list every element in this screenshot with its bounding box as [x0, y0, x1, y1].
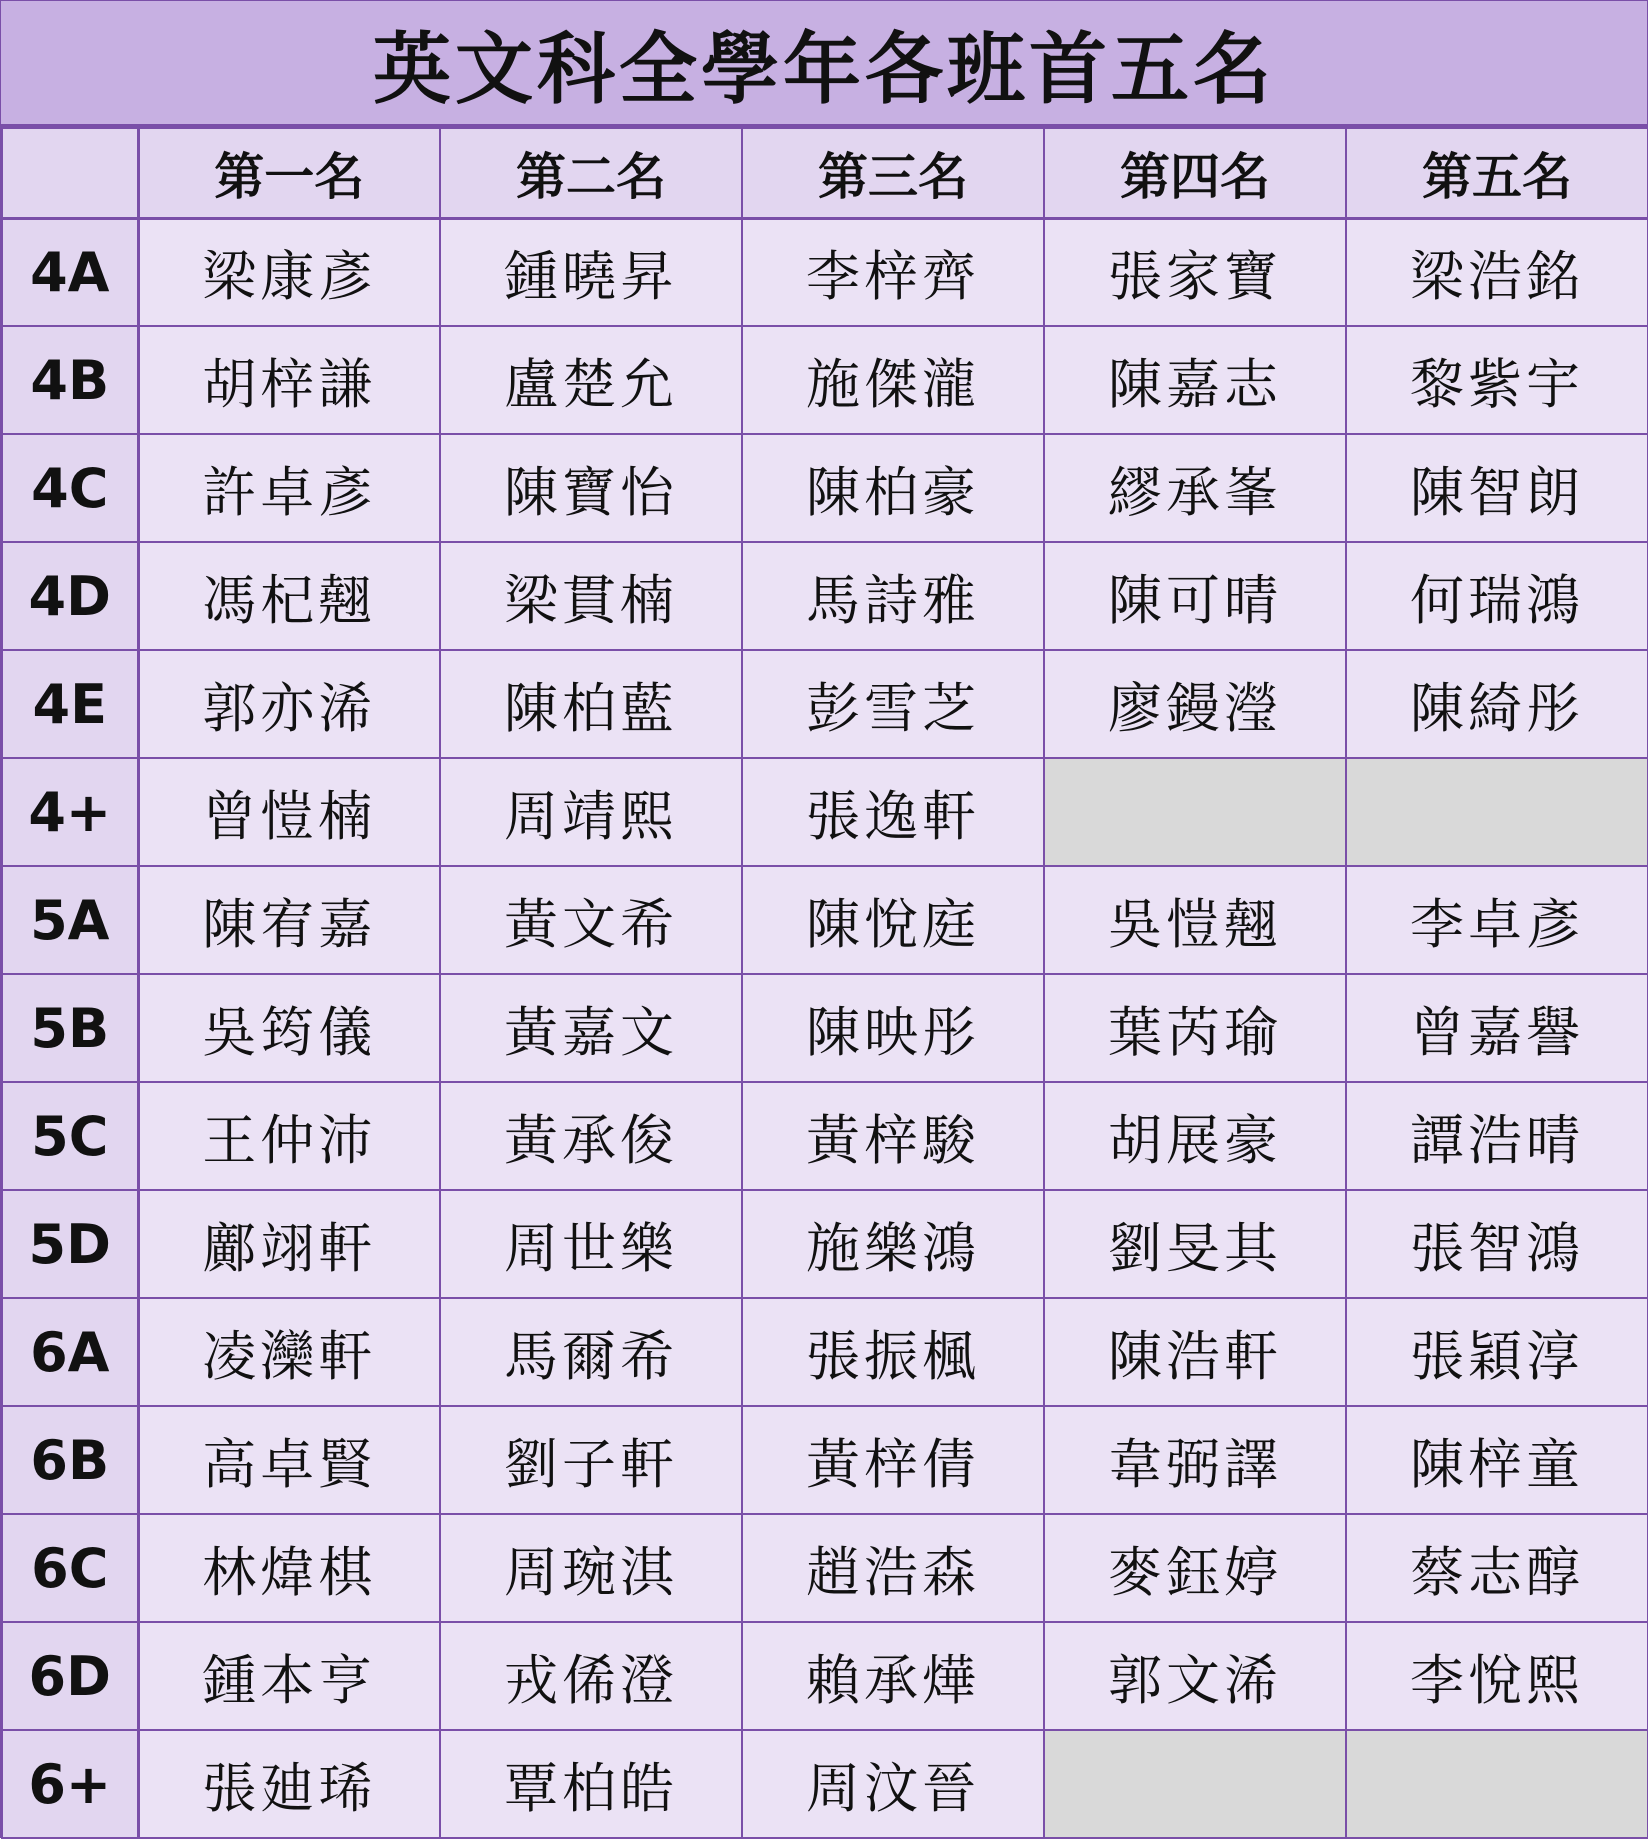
- class-label-cell: 5A: [2, 866, 138, 974]
- header-rank-1: 第一名: [138, 128, 440, 218]
- student-name-cell: 劉子軒: [440, 1406, 742, 1514]
- student-name-cell: 黃嘉文: [440, 974, 742, 1082]
- student-name-cell: 馮杞翹: [138, 542, 440, 650]
- student-name-cell: 陳宥嘉: [138, 866, 440, 974]
- student-name-cell: 陳柏藍: [440, 650, 742, 758]
- header-rank-4: 第四名: [1044, 128, 1346, 218]
- class-label-cell: 5C: [2, 1082, 138, 1190]
- student-name-cell: 陳寶怡: [440, 434, 742, 542]
- class-label-cell: 6A: [2, 1298, 138, 1406]
- table-row: [2, 542, 1648, 650]
- student-name-cell: 劉旻其: [1044, 1190, 1346, 1298]
- header-row: [2, 128, 1648, 218]
- class-label-cell: 4E: [2, 650, 138, 758]
- student-name-cell: 何瑞鴻: [1346, 542, 1648, 650]
- student-name-cell: 鍾本亨: [138, 1622, 440, 1730]
- student-name-cell: 賴承燁: [742, 1622, 1044, 1730]
- student-name-cell: 許卓彥: [138, 434, 440, 542]
- student-name-cell: 高卓賢: [138, 1406, 440, 1514]
- student-name-cell: 黃梓駿: [742, 1082, 1044, 1190]
- empty-cell: [1346, 1730, 1648, 1838]
- student-name-cell: 陳柏豪: [742, 434, 1044, 542]
- table-row: [2, 218, 1648, 326]
- student-name-cell: 張廸琋: [138, 1730, 440, 1838]
- student-name-cell: 陳浩軒: [1044, 1298, 1346, 1406]
- ranking-table: [1, 127, 1648, 1839]
- student-name-cell: 張逸軒: [742, 758, 1044, 866]
- student-name-cell: 鍾曉昇: [440, 218, 742, 326]
- student-name-cell: 葉芮瑜: [1044, 974, 1346, 1082]
- student-name-cell: 趙浩森: [742, 1514, 1044, 1622]
- student-name-cell: 林煒棋: [138, 1514, 440, 1622]
- student-name-cell: 曾嘉譽: [1346, 974, 1648, 1082]
- class-label-cell: 6+: [2, 1730, 138, 1838]
- class-label-cell: 6B: [2, 1406, 138, 1514]
- header-corner-cell: [2, 128, 138, 218]
- table-row: [2, 326, 1648, 434]
- student-name-cell: 盧楚允: [440, 326, 742, 434]
- empty-cell: [1346, 758, 1648, 866]
- student-name-cell: 周汶晉: [742, 1730, 1044, 1838]
- student-name-cell: 韋弼譯: [1044, 1406, 1346, 1514]
- student-name-cell: 陳智朗: [1346, 434, 1648, 542]
- title-bar: [1, 1, 1647, 127]
- class-label-cell: 4B: [2, 326, 138, 434]
- student-name-cell: 繆承峯: [1044, 434, 1346, 542]
- class-label-cell: 5D: [2, 1190, 138, 1298]
- student-name-cell: 胡展豪: [1044, 1082, 1346, 1190]
- student-name-cell: 陳可晴: [1044, 542, 1346, 650]
- table-row: [2, 866, 1648, 974]
- student-name-cell: 馬爾希: [440, 1298, 742, 1406]
- student-name-cell: 周世樂: [440, 1190, 742, 1298]
- student-name-cell: 凌灤軒: [138, 1298, 440, 1406]
- student-name-cell: 麥鈺婷: [1044, 1514, 1346, 1622]
- header-rank-3: 第三名: [742, 128, 1044, 218]
- student-name-cell: 施樂鴻: [742, 1190, 1044, 1298]
- student-name-cell: 彭雪芝: [742, 650, 1044, 758]
- class-label-cell: 5B: [2, 974, 138, 1082]
- class-label-cell: 4+: [2, 758, 138, 866]
- class-label-cell: 6D: [2, 1622, 138, 1730]
- student-name-cell: 陳綺彤: [1346, 650, 1648, 758]
- student-name-cell: 郭文浠: [1044, 1622, 1346, 1730]
- student-name-cell: 郭亦浠: [138, 650, 440, 758]
- table-row: [2, 974, 1648, 1082]
- student-name-cell: 陳梓童: [1346, 1406, 1648, 1514]
- student-name-cell: 譚浩晴: [1346, 1082, 1648, 1190]
- student-name-cell: 鄺翊軒: [138, 1190, 440, 1298]
- student-name-cell: 馬詩雅: [742, 542, 1044, 650]
- student-name-cell: 黃承俊: [440, 1082, 742, 1190]
- table-row: [2, 434, 1648, 542]
- class-label-cell: 4A: [2, 218, 138, 326]
- student-name-cell: 張家寶: [1044, 218, 1346, 326]
- table-row: [2, 1406, 1648, 1514]
- class-label-cell: 4D: [2, 542, 138, 650]
- student-name-cell: 李卓彥: [1346, 866, 1648, 974]
- student-name-cell: 曾愷楠: [138, 758, 440, 866]
- table-row: [2, 1622, 1648, 1730]
- empty-cell: [1044, 758, 1346, 866]
- student-name-cell: 周靖熙: [440, 758, 742, 866]
- student-name-cell: 黎紫宇: [1346, 326, 1648, 434]
- student-name-cell: 陳嘉志: [1044, 326, 1346, 434]
- empty-cell: [1044, 1730, 1346, 1838]
- student-name-cell: 李悅熙: [1346, 1622, 1648, 1730]
- table-row: [2, 1298, 1648, 1406]
- header-rank-5: 第五名: [1346, 128, 1648, 218]
- student-name-cell: 張振楓: [742, 1298, 1044, 1406]
- student-name-cell: 梁浩銘: [1346, 218, 1648, 326]
- class-label-cell: 6C: [2, 1514, 138, 1622]
- student-name-cell: 覃柏皓: [440, 1730, 742, 1838]
- student-name-cell: 梁康彥: [138, 218, 440, 326]
- student-name-cell: 戎俙澄: [440, 1622, 742, 1730]
- table-row: [2, 1514, 1648, 1622]
- student-name-cell: 梁貫楠: [440, 542, 742, 650]
- student-name-cell: 施傑瀧: [742, 326, 1044, 434]
- student-name-cell: 吳愷翹: [1044, 866, 1346, 974]
- table-body: [2, 218, 1648, 1838]
- student-name-cell: 王仲沛: [138, 1082, 440, 1190]
- table-row: [2, 650, 1648, 758]
- student-name-cell: 周琬淇: [440, 1514, 742, 1622]
- page-title: 英文科全學年各班首五名: [372, 24, 1275, 115]
- student-name-cell: 蔡志醇: [1346, 1514, 1648, 1622]
- student-name-cell: 廖鏝瀅: [1044, 650, 1346, 758]
- table-row: [2, 1082, 1648, 1190]
- table-row: [2, 758, 1648, 866]
- class-label-cell: 4C: [2, 434, 138, 542]
- student-name-cell: 張智鴻: [1346, 1190, 1648, 1298]
- student-name-cell: 張穎淳: [1346, 1298, 1648, 1406]
- student-name-cell: 陳映彤: [742, 974, 1044, 1082]
- student-name-cell: 陳悅庭: [742, 866, 1044, 974]
- student-name-cell: 吳筠儀: [138, 974, 440, 1082]
- header-rank-2: 第二名: [440, 128, 742, 218]
- student-name-cell: 李梓齊: [742, 218, 1044, 326]
- student-name-cell: 黃梓倩: [742, 1406, 1044, 1514]
- table-row: [2, 1730, 1648, 1838]
- student-name-cell: 胡梓謙: [138, 326, 440, 434]
- student-name-cell: 黃文希: [440, 866, 742, 974]
- table-row: [2, 1190, 1648, 1298]
